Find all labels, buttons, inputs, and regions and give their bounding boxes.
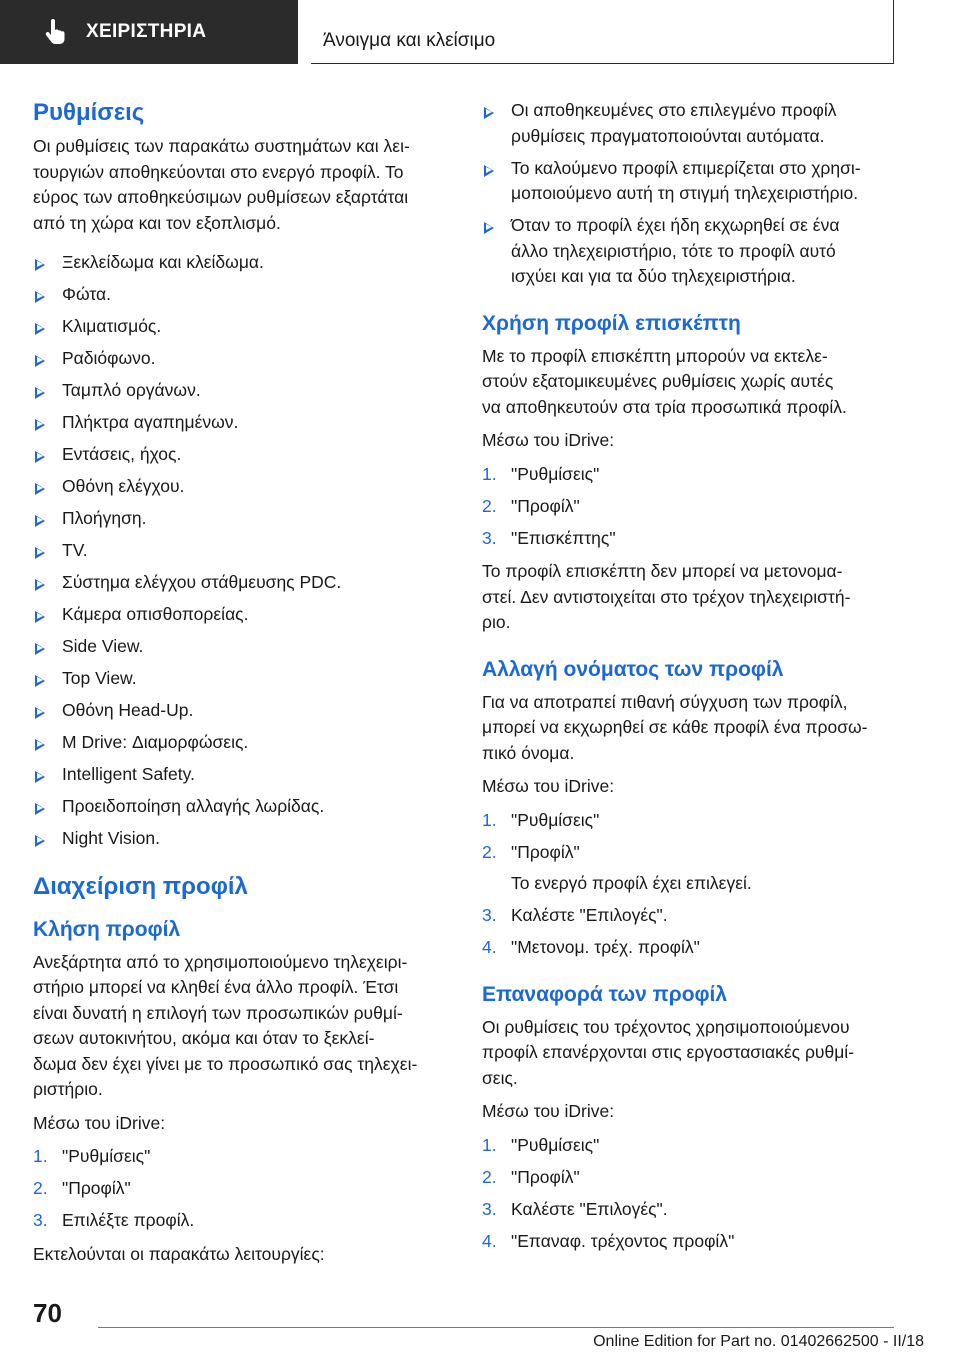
triangle-bullet-icon [35, 419, 45, 431]
step-item: 2. "Προφίλ" [482, 495, 580, 516]
step-item: 2. "Προφίλ" Το ενεργό προφίλ έχει επιλεγεί. [482, 840, 898, 897]
via-idrive-label: Μέσω του iDrive: [33, 1112, 166, 1133]
rename-profile-text: Για να αποτραπεί πιθανή σύγχυση των προφίλ, μπορεί να εκχωρηθεί σε κάθε προφίλ ένα προσω- πικό όνομα. [482, 691, 868, 763]
list-item: Φώτα. [33, 282, 449, 308]
list-item: Οθόνη Head-Up. [33, 698, 449, 724]
step-item: 1. "Ρυθμίσεις" [33, 1146, 151, 1166]
triangle-bullet-icon [35, 515, 45, 527]
step-item: 1. "Ρυθμίσεις" [482, 809, 600, 830]
step-item: 1. "Ρυθμίσεις" [482, 463, 600, 484]
list-item: Οι αποθηκευμένες στο επιλεγμένο προφίλ ρυθμίσεις πραγματοποιούνται αυτόματα. [482, 98, 898, 149]
guest-profile-note: Το προφίλ επισκέπτη δεν μπορεί να μετονομα- στεί. Δεν αντιστοιχείται στο τρέχον τηλεχειριστή- ριο. [482, 561, 851, 632]
step-item: 2. "Προφίλ" [482, 1166, 580, 1187]
settings-list [33, 250, 449, 852]
step-item: 3. Επιλέξτε προφίλ. [33, 1210, 195, 1230]
triangle-bullet-icon [35, 643, 45, 655]
triangle-bullet-icon [35, 707, 45, 719]
via-idrive-label: Μέσω του iDrive: [482, 776, 615, 796]
via-idrive-label: Μέσω του iDrive: [482, 1101, 615, 1121]
via-idrive-label: Μέσω του iDrive: [482, 430, 615, 450]
settings-intro: Οι ρυθμίσεις των παρακάτω συστημάτων και λει- τουργιών αποθηκεύονται στο ενεργό προφίλ. Το εύρος των αποθηκεύσιμων ρυθμίσεων εξαρτάται από τη χώρα και τον εξοπλισμό. [33, 136, 410, 233]
footer-divider [98, 1327, 894, 1328]
step-item: 4. "Μετονομ. τρέχ. προφίλ" [482, 937, 700, 957]
list-item: Ταμπλό οργάνων. [33, 378, 449, 404]
section-header [0, 0, 298, 64]
triangle-bullet-icon [35, 323, 45, 335]
reset-profile-text: Οι ρυθμίσεις του τρέχοντος χρησιμοποιούμενου προφίλ επανέρχονται στις εργοστασιακές ρυθμί- σεις. [482, 1016, 855, 1088]
section-title: ΧΕΙΡΙΣΤΗΡΙΑ [86, 21, 207, 42]
recall-steps [33, 1144, 449, 1234]
reset-steps [482, 1133, 898, 1255]
settings-heading: Ρυθμίσεις [33, 99, 145, 126]
guest-steps [482, 462, 898, 552]
edition-text: Online Edition for Part no. 01402662500 - II/18 [593, 1333, 924, 1350]
step-item: 4. "Επαναφ. τρέχοντος προφίλ" [482, 1230, 735, 1251]
triangle-bullet-icon [484, 222, 494, 234]
list-item: Ξεκλείδωμα και κλείδωμα. [33, 250, 449, 276]
right-column [482, 98, 898, 1262]
triangle-bullet-icon [35, 803, 45, 815]
triangle-bullet-icon [484, 107, 494, 119]
step-item: 1. "Ρυθμίσεις" [482, 1134, 600, 1155]
chapter-header [311, 0, 894, 64]
list-item: Οθόνη ελέγχου. [33, 474, 449, 500]
list-item: Πλοήγηση. [33, 506, 449, 532]
triangle-bullet-icon [35, 547, 45, 559]
triangle-bullet-icon [35, 259, 45, 271]
list-item: Σύστημα ελέγχου στάθμευσης PDC. [33, 570, 449, 596]
triangle-bullet-icon [35, 451, 45, 463]
triangle-bullet-icon [35, 611, 45, 623]
step-item: 3. "Επισκέπτης" [482, 527, 616, 548]
guest-profile-text: Με το προφίλ επισκέπτη μπορούν να εκτελε- στούν εξατομικευμένες ρυθμίσεις χωρίς αυτές να αποθηκευτούν στα τρία προσωπικά προφίλ. [482, 345, 847, 417]
step-item: 3. Καλέστε "Επιλογές". [482, 1198, 668, 1219]
recall-after-text: Εκτελούνται οι παρακάτω λειτουργίες: [33, 1243, 325, 1264]
chapter-title: Άνοιγμα και κλείσιμο [323, 30, 496, 51]
triangle-bullet-icon [35, 387, 45, 399]
recall-profile-text: Ανεξάρτητα από το χρησιμοποιούμενο τηλεχειρι- στήριο μπορεί να κληθεί ένα άλλο προφίλ. Έτσι είναι δυνατή η επιλογή των προσωπικών ρυθμί- σεων αυτοκινήτου, ακόμα και όταν το ξεκλεί- δωμα δεν έχει γίνει με το προσωπικό σας τηλεχει- ριστήριο. [33, 951, 418, 1099]
list-item: Night Vision. [33, 826, 449, 852]
triangle-bullet-icon [35, 483, 45, 495]
triangle-bullet-icon [35, 291, 45, 303]
step-item: 3. Καλέστε "Επιλογές". [482, 905, 668, 925]
list-item: Intelligent Safety. [33, 762, 449, 788]
guest-profile-heading: Χρήση προφίλ επισκέπτη [482, 311, 741, 335]
list-item: Κλιματισμός. [33, 314, 449, 340]
list-item: Πλήκτρα αγαπημένων. [33, 410, 449, 436]
list-item: Το καλούμενο προφίλ επιμερίζεται στο χρησι- μοποιούμενο αυτή τη στιγμή τηλεχειριστήριο. [482, 156, 898, 207]
triangle-bullet-icon [35, 835, 45, 847]
rename-steps [482, 808, 898, 961]
triangle-bullet-icon [35, 771, 45, 783]
list-item: TV. [33, 538, 449, 564]
triangle-bullet-icon [484, 165, 494, 177]
step-item: 2. "Προφίλ" [33, 1178, 131, 1198]
hand-pointer-icon [40, 17, 70, 47]
page-number: 70 [33, 1298, 62, 1328]
reset-profile-heading: Επαναφορά των προφίλ [482, 982, 728, 1006]
recall-profile-heading: Κλήση προφίλ [33, 917, 181, 941]
list-item: Side View. [33, 634, 449, 660]
recall-results-list [482, 98, 898, 290]
list-item: Top View. [33, 666, 449, 692]
triangle-bullet-icon [35, 739, 45, 751]
triangle-bullet-icon [35, 579, 45, 591]
list-item: Εντάσεις, ήχος. [33, 442, 449, 468]
left-column [33, 98, 449, 1275]
list-item: Προειδοποίηση αλλαγής λωρίδας. [33, 794, 449, 820]
rename-profile-heading: Αλλαγή ονόματος των προφίλ [482, 657, 784, 681]
list-item: Ραδιόφωνο. [33, 346, 449, 372]
triangle-bullet-icon [35, 355, 45, 367]
triangle-bullet-icon [35, 675, 45, 687]
list-item: M Drive: Διαμορφώσεις. [33, 730, 449, 756]
list-item: Όταν το προφίλ έχει ήδη εκχωρηθεί σε ένα άλλο τηλεχειριστήριο, τότε το προφίλ αυτό ισχύει και για τα δύο τηλεχειριστήρια. [482, 213, 898, 290]
list-item: Κάμερα οπισθοπορείας. [33, 602, 449, 628]
profile-management-heading: Διαχείριση προφίλ [33, 872, 248, 900]
step-substep: Το ενεργό προφίλ έχει επιλεγεί. [511, 873, 752, 893]
